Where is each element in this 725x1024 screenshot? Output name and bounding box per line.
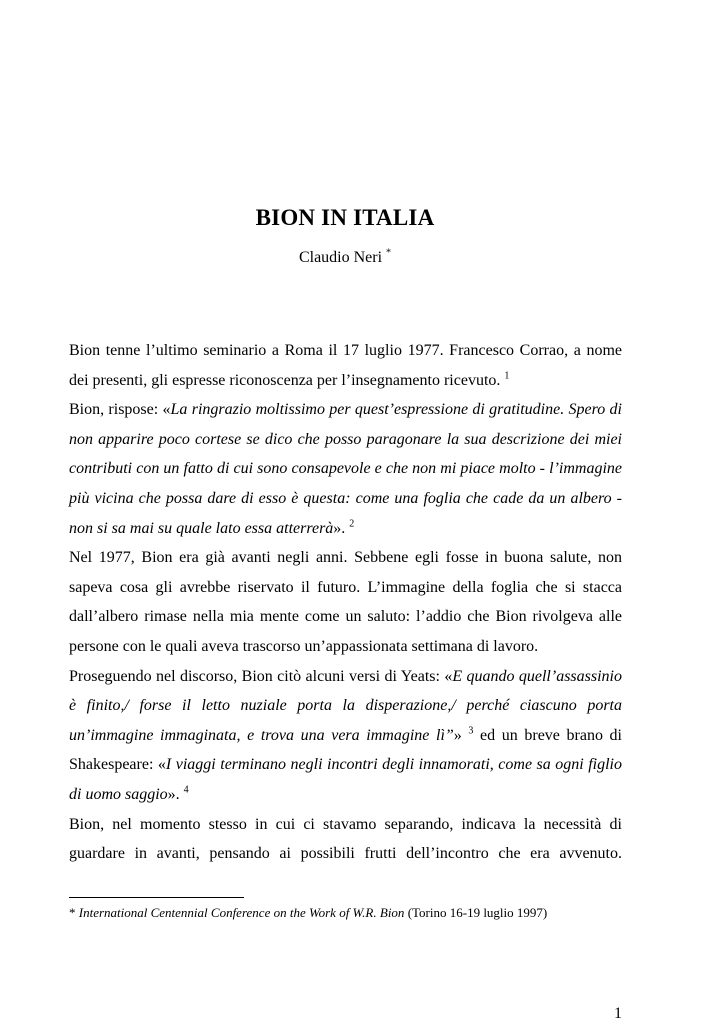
footnote-ref-1: 1: [504, 370, 510, 382]
footnote-mark: *: [69, 905, 79, 920]
author-line: [0, 249, 690, 267]
footnote-title: International Centennial Conference on the Work of W.R. Bion: [78, 905, 405, 920]
paragraph-3: Nel 1977, Bion era già avanti negli anni. Sebbene egli fosse in buona salute, non sapeva cosa gli avrebbe riservato il futuro. L’immagine della foglia che si stacca dall’albero rimase nella mia mente come un saluto: l’addio che Bion rivolgeva alle persone con le quali aveva trascorso un’appassionata settimana di lavoro.: [69, 549, 622, 655]
paragraph-4-mid: ed un breve brano di Shakespeare: «: [69, 726, 623, 774]
paragraph-4-yeats-quote: E quando quell’assassinio è finito,/ forse il letto nuziale porta la disperazione,/ perché ciascuno porta un’immagine immaginata, e trova una vera immagine lì”: [69, 667, 623, 744]
paragraph-1: [69, 336, 622, 395]
paragraph-2-tail: ».: [333, 519, 346, 537]
paragraph-4-close-quote: »: [453, 726, 462, 744]
body-text: [69, 336, 622, 869]
footnote-detail: (Torino 16-19 luglio 1997): [404, 905, 548, 920]
footnote-ref-4: 4: [183, 784, 189, 796]
document-title: BION IN ITALIA: [255, 205, 435, 230]
page-number: 1: [614, 1005, 622, 1022]
paragraph-2-lead: Bion, rispose: «: [69, 401, 171, 419]
paragraph-1-text: Bion tenne l’ultimo seminario a Roma il 17 luglio 1977. Francesco Corrao, a nome dei presenti, gli espresse riconoscenza per l’insegnamento ricevuto.: [69, 342, 622, 389]
author-name: Claudio Neri: [298, 249, 383, 266]
paragraph-2: [69, 395, 622, 543]
paragraph-4: [69, 662, 622, 810]
paragraph-4-lead: Proseguendo nel discorso, Bion citò alcuni versi di Yeats: «: [69, 667, 453, 685]
paragraph-5: Bion, nel momento stesso in cui ci stavamo separando, indicava la necessità di guardare in avanti, pensando ai possibili frutti dell’incontro che era avvenuto.: [69, 815, 622, 863]
footnote-separator: [69, 897, 244, 898]
footnote-ref-3: 3: [468, 725, 474, 737]
paragraph-4-tail: ».: [167, 785, 180, 803]
footnote-ref-2: 2: [349, 518, 355, 530]
paragraph-2-quote: La ringrazio moltissimo per quest’espressione di gratitudine. Spero di non apparire poco cortese se dico che posso paragonare la sua descrizione dei miei contributi con un fatto di cui sono consapevole e che non mi piace molto - l’immagine più vicina che possa dare di esso è questa: come una foglia che cade da un albero - non si sa mai su quale lato essa atterrerà: [69, 401, 623, 537]
author-footnote-mark: *: [386, 247, 392, 259]
paragraph-4-shakespeare-quote: I viaggi terminano negli incontri degli innamorati, come sa ogni figlio di uomo saggio: [69, 756, 623, 803]
footnote: [69, 904, 649, 922]
